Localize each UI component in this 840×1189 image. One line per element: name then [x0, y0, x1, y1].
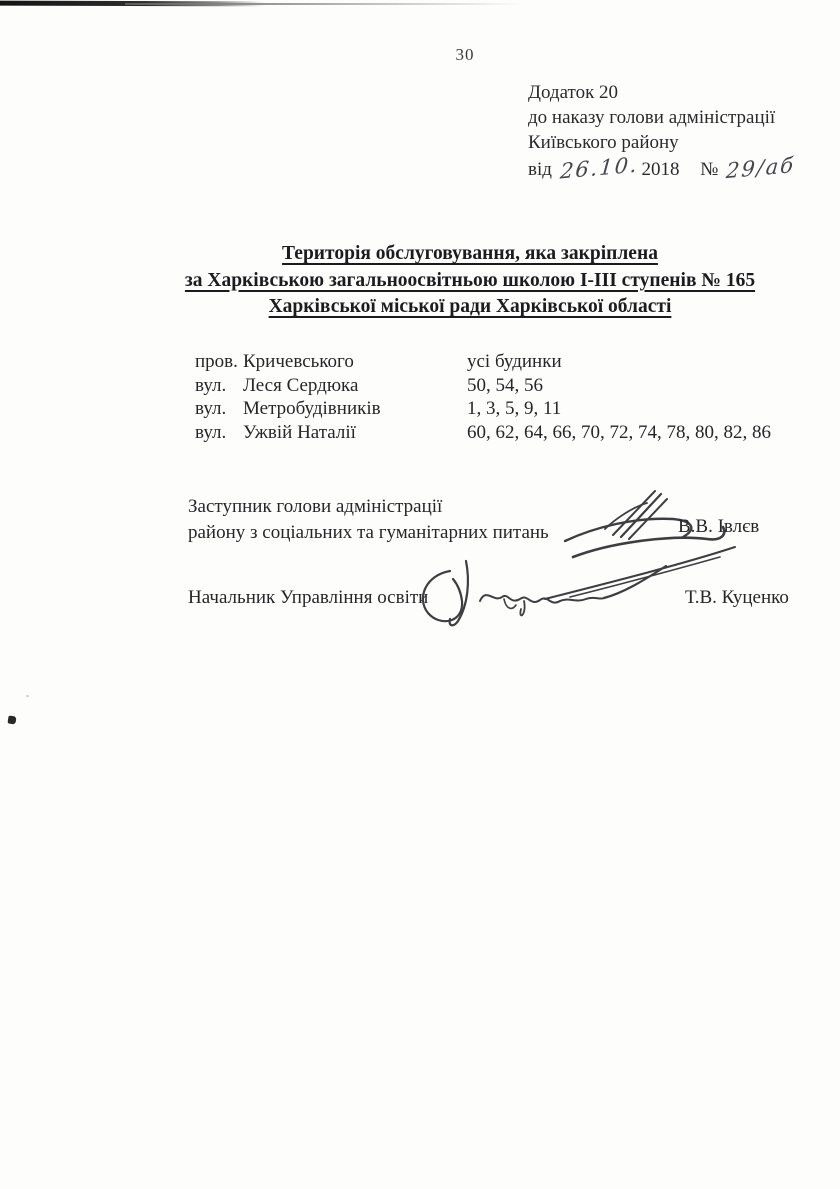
street-type: вул.: [195, 398, 227, 420]
street-row: [195, 374, 771, 398]
title-line-3: Харківської міської ради Харківської області: [268, 296, 672, 317]
street-list: [195, 350, 771, 444]
signatory-2-name: Т.В. Куценко: [685, 587, 789, 608]
document-title: [110, 241, 830, 321]
signatory-1-title-line-1: Заступник голови адміністрації: [188, 496, 443, 517]
number-sign: №: [700, 159, 719, 180]
handwritten-number: 29/аб: [725, 152, 797, 184]
street-row: [195, 350, 771, 374]
street-name: Ужвій Наталії: [243, 421, 356, 443]
street-buildings: 50, 54, 56: [467, 374, 543, 396]
handwritten-date: 26.10.: [558, 152, 640, 184]
street-name: Леся Сердюка: [243, 374, 359, 396]
street-buildings: усі будинки: [467, 351, 562, 372]
street-type: пров.: [195, 351, 238, 372]
title-line-2: за Харківською загальноосвітньою школою І-ІІІ ступенів № 165: [184, 269, 756, 291]
appendix-date-line: [528, 152, 798, 184]
appendix-header: [528, 80, 798, 182]
street-buildings: 1, 3, 5, 9, 11: [467, 398, 562, 420]
scan-artifact-speck: [26, 695, 29, 697]
street-name: Метробудівників: [243, 398, 381, 420]
street-row: [195, 397, 771, 421]
street-buildings: 60, 62, 64, 66, 70, 72, 74, 78, 80, 82, 86: [467, 421, 771, 443]
pen-signature-icon: [408, 553, 678, 635]
appendix-label: Додаток 20: [528, 82, 619, 103]
street-name: Кричевського: [243, 351, 354, 372]
title-line-1: Територія обслуговування, яка закріплена: [282, 243, 658, 264]
appendix-order-line: до наказу голови адміністрації: [528, 107, 776, 128]
date-prefix: від: [528, 159, 552, 180]
year: 2018: [641, 159, 680, 180]
street-row: [195, 421, 771, 445]
street-type: вул.: [195, 421, 227, 443]
signatory-2-title: Начальник Управління освіти: [188, 587, 429, 608]
signatory-1-name: В.В. Івлєв: [678, 516, 760, 537]
page-number: 30: [455, 45, 475, 64]
appendix-district-line: Київського району: [528, 132, 679, 153]
scan-artifact-dot: [7, 715, 16, 724]
street-type: вул.: [195, 374, 227, 396]
scan-artifact-top-line-faint: [125, 3, 525, 5]
signature-2-scribble: [408, 553, 678, 640]
signatory-1-title-line-2: району з соціальних та гуманітарних питань: [188, 521, 549, 543]
signatory-1-title: [188, 494, 549, 545]
